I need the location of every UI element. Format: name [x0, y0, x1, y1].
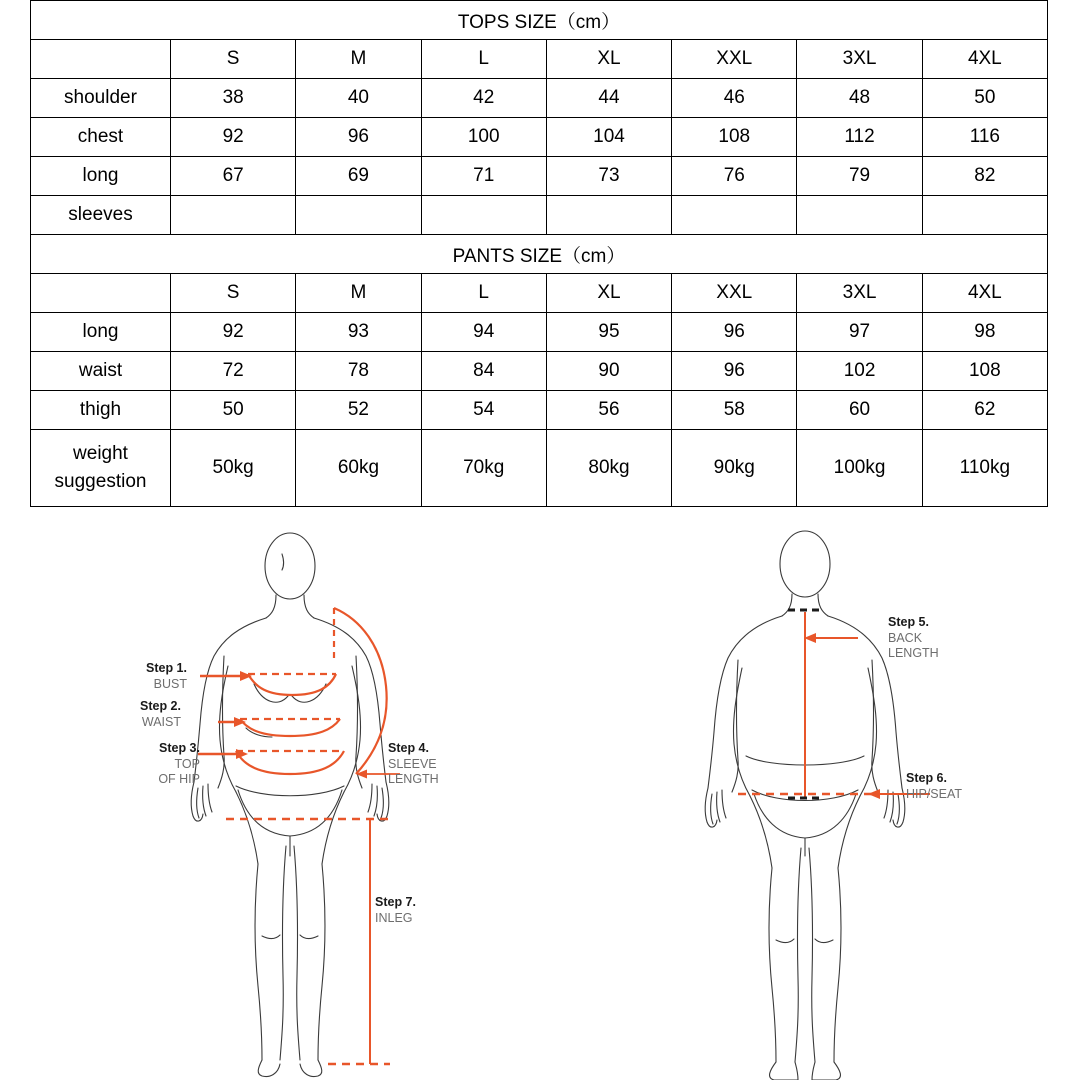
- header-cell-m: M: [296, 40, 421, 79]
- bust-curve: [248, 674, 336, 695]
- front-measurement-markers: [198, 608, 400, 1064]
- cell: 50: [922, 79, 1047, 118]
- table-section-title-row: [31, 235, 1048, 274]
- header-cell-m: M: [296, 274, 421, 313]
- cell: 48: [797, 79, 922, 118]
- front-body-diagram: [0, 516, 540, 1080]
- cell: 94: [421, 313, 546, 352]
- tops-size-title: TOPS SIZE（cm）: [31, 1, 1048, 40]
- label-step-4-name-line1: SLEEVE: [388, 756, 437, 771]
- cell: 71: [421, 157, 546, 196]
- cell: [672, 196, 797, 235]
- cell: [797, 196, 922, 235]
- cell: 112: [797, 118, 922, 157]
- label-step-7-inleg: [375, 895, 416, 926]
- cell: 104: [546, 118, 671, 157]
- label-step-3-name-line2: OF HIP: [158, 772, 200, 787]
- row-label-line-2: suggestion: [54, 471, 147, 492]
- cell: 62: [922, 391, 1047, 430]
- cell: 90kg: [672, 430, 797, 507]
- table-row: [31, 79, 1048, 118]
- cell: 69: [296, 157, 421, 196]
- cell: 102: [797, 352, 922, 391]
- header-cell-l: L: [421, 40, 546, 79]
- cell: [421, 196, 546, 235]
- cell: 76: [672, 157, 797, 196]
- hip-seat-arrow-head: [868, 789, 880, 799]
- cell: 67: [171, 157, 296, 196]
- cell: 56: [546, 391, 671, 430]
- cell: 82: [922, 157, 1047, 196]
- table-header-row: [31, 274, 1048, 313]
- header-cell-s: S: [171, 40, 296, 79]
- label-step-2-name: WAIST: [141, 714, 181, 729]
- cell: 60: [797, 391, 922, 430]
- row-label-thigh: thigh: [31, 391, 171, 430]
- table-section-title-row: [31, 1, 1048, 40]
- label-step-5-back-length: [888, 615, 939, 662]
- label-step-5-number: Step 5.: [888, 615, 929, 629]
- cell: 108: [672, 118, 797, 157]
- bust-arrow-head: [240, 671, 252, 681]
- cell: 110kg: [922, 430, 1047, 507]
- cell: 100kg: [797, 430, 922, 507]
- table-row: [31, 430, 1048, 507]
- header-cell-xxl: XXL: [672, 274, 797, 313]
- label-step-6-number: Step 6.: [906, 771, 947, 785]
- label-step-3-top-of-hip: [120, 741, 200, 788]
- back-figure-svg: [540, 516, 1080, 1080]
- label-step-5-name-line1: BACK: [888, 630, 923, 645]
- label-step-4-sleeve-length: [388, 741, 439, 788]
- table-row: [31, 118, 1048, 157]
- cell: 38: [171, 79, 296, 118]
- row-label-weight-suggestion: [31, 430, 171, 507]
- header-cell-s: S: [171, 274, 296, 313]
- cell: 96: [672, 352, 797, 391]
- cell: 40: [296, 79, 421, 118]
- label-step-7-number: Step 7.: [375, 895, 416, 909]
- table-row: [31, 313, 1048, 352]
- row-label-chest: chest: [31, 118, 171, 157]
- label-step-4-name-line2: LENGTH: [388, 772, 439, 787]
- cell: 97: [797, 313, 922, 352]
- cell: 108: [922, 352, 1047, 391]
- front-figure-svg: [0, 516, 540, 1080]
- cell: 100: [421, 118, 546, 157]
- cell: 98: [922, 313, 1047, 352]
- label-step-3-number: Step 3.: [159, 741, 200, 755]
- header-cell-xl: XL: [546, 40, 671, 79]
- table-row: [31, 157, 1048, 196]
- cell: [546, 196, 671, 235]
- cell: 44: [546, 79, 671, 118]
- cell: 42: [421, 79, 546, 118]
- cell: [171, 196, 296, 235]
- label-step-1-number: Step 1.: [146, 661, 187, 675]
- cell: 95: [546, 313, 671, 352]
- cell: 46: [672, 79, 797, 118]
- label-step-7-name: INLEG: [375, 910, 413, 925]
- size-chart-table-container: [30, 0, 1048, 507]
- label-step-2-number: Step 2.: [140, 699, 181, 713]
- measurement-diagrams: [0, 516, 1080, 1080]
- label-step-3-name-line1: TOP: [174, 756, 200, 771]
- cell: 50kg: [171, 430, 296, 507]
- header-cell-xxl: XXL: [672, 40, 797, 79]
- label-step-2-waist: [140, 699, 181, 730]
- cell: 50: [171, 391, 296, 430]
- cell: [296, 196, 421, 235]
- header-cell-blank: [31, 40, 171, 79]
- cell: 96: [296, 118, 421, 157]
- table-row: [31, 196, 1048, 235]
- row-label-sleeves: sleeves: [31, 196, 171, 235]
- size-chart-table: [30, 0, 1048, 507]
- cell: 70kg: [421, 430, 546, 507]
- cell: 78: [296, 352, 421, 391]
- table-row: [31, 352, 1048, 391]
- table-row: [31, 391, 1048, 430]
- cell: [922, 196, 1047, 235]
- row-label-shoulder: shoulder: [31, 79, 171, 118]
- cell: 58: [672, 391, 797, 430]
- cell: 92: [171, 118, 296, 157]
- header-cell-4xl: 4XL: [922, 274, 1047, 313]
- header-cell-3xl: 3XL: [797, 274, 922, 313]
- cell: 92: [171, 313, 296, 352]
- label-step-1-bust: [146, 661, 187, 692]
- header-cell-3xl: 3XL: [797, 40, 922, 79]
- row-label-line-1: weight: [73, 443, 128, 465]
- cell: 54: [421, 391, 546, 430]
- row-label-waist: waist: [31, 352, 171, 391]
- label-step-6-name: HIP/SEAT: [906, 786, 963, 801]
- label-step-5-name-line2: LENGTH: [888, 646, 939, 661]
- cell: 79: [797, 157, 922, 196]
- label-step-4-number: Step 4.: [388, 741, 429, 755]
- cell: 116: [922, 118, 1047, 157]
- cell: 72: [171, 352, 296, 391]
- header-cell-blank: [31, 274, 171, 313]
- cell: 60kg: [296, 430, 421, 507]
- sleeve-length-curve: [334, 608, 387, 774]
- cell: 52: [296, 391, 421, 430]
- front-body-outline: [191, 533, 389, 1077]
- cell: 73: [546, 157, 671, 196]
- label-step-1-name: BUST: [153, 676, 187, 691]
- header-cell-4xl: 4XL: [922, 40, 1047, 79]
- pants-size-title: PANTS SIZE（cm）: [31, 235, 1048, 274]
- back-body-diagram: [540, 516, 1080, 1080]
- cell: 96: [672, 313, 797, 352]
- row-label-long: long: [31, 157, 171, 196]
- table-header-row: [31, 40, 1048, 79]
- cell: 84: [421, 352, 546, 391]
- cell: 90: [546, 352, 671, 391]
- top-of-hip-curve: [236, 751, 344, 774]
- label-step-6-hip-seat: [906, 771, 962, 802]
- header-cell-l: L: [421, 274, 546, 313]
- cell: 93: [296, 313, 421, 352]
- header-cell-xl: XL: [546, 274, 671, 313]
- row-label-long: long: [31, 313, 171, 352]
- cell: 80kg: [546, 430, 671, 507]
